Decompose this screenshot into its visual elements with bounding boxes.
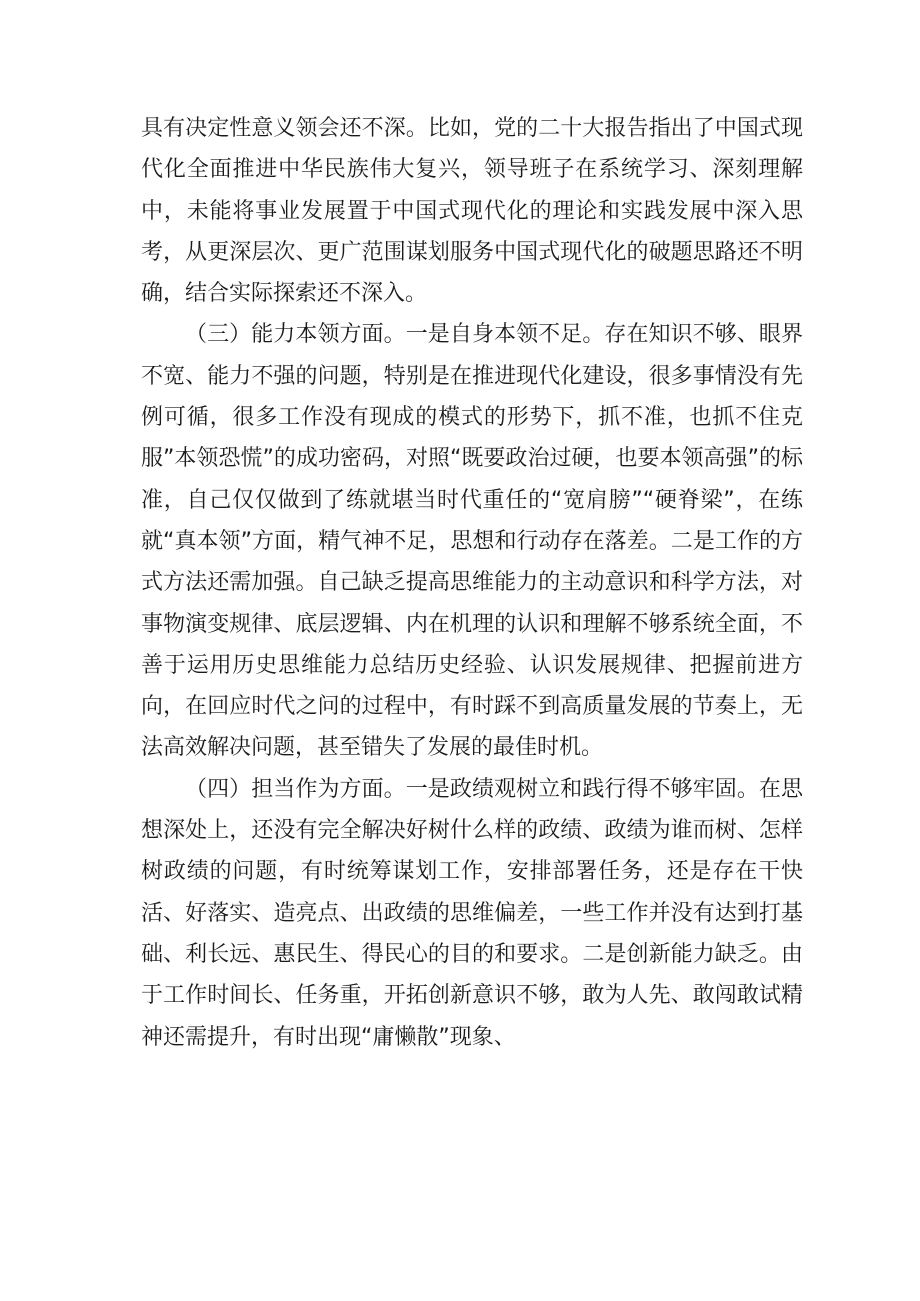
paragraph-2: （三）能力本领方面。一是自身本领不足。存在知识不够、眼界不宽、能力不强的问题，特别是在推进现代化建设，很多事情没有先例可循，很多工作没有现成的模式的形势下，抓不准，也抓不住克服”本领恐慌”的成功密码，对照“既要政治过硬，也要本领高强”的标准，自己仅仅做到了练就堪当时代重任的“宽肩膀”“硬脊梁”，在练就“真本领”方面，精气神不足，思想和行动存在落差。二是工作的方式方法还需加强。自己缺乏提高思维能力的主动意识和科学方法，对事物演变规律、底层逻辑、内在机理的认识和理解不够系统全面，不善于运用历史思维能力总结历史经验、认识发展规律、把握前进方向，在回应时代之问的过程中，有时踩不到高质量发展的节奏上，无法高效解决问题，甚至错失了发展的最佳时机。 (141, 322, 803, 761)
paragraph-1: 具有决定性意义领会还不深。比如，党的二十大报告指出了中国式现代化全面推进中华民族伟大复兴，领导班子在系统学习、深刻理解中，未能将事业发展置于中国式现代化的理论和实践发展中深入思考，从更深层次、更广范围谋划服务中国式现代化的破题思路还不明确，结合实际探索还不深入。 (141, 116, 803, 307)
paragraph-3: （四）担当作为方面。一是政绩观树立和践行得不够牢固。在思想深处上，还没有完全解决好树什么样的政绩、政绩为谁而树、怎样树政绩的问题，有时统筹谋划工作，安排部署任务，还是存在干快活、好落实、造亮点、出政绩的思维偏差，一些工作并没有达到打基础、利长远、惠民生、得民心的目的和要求。二是创新能力缺乏。由于工作时间长、任务重，开拓创新意识不够，敢为人先、敢闯敢试精神还需提升，有时出现“庸懒散”现象、 (141, 776, 803, 1050)
document-body (141, 108, 803, 1058)
